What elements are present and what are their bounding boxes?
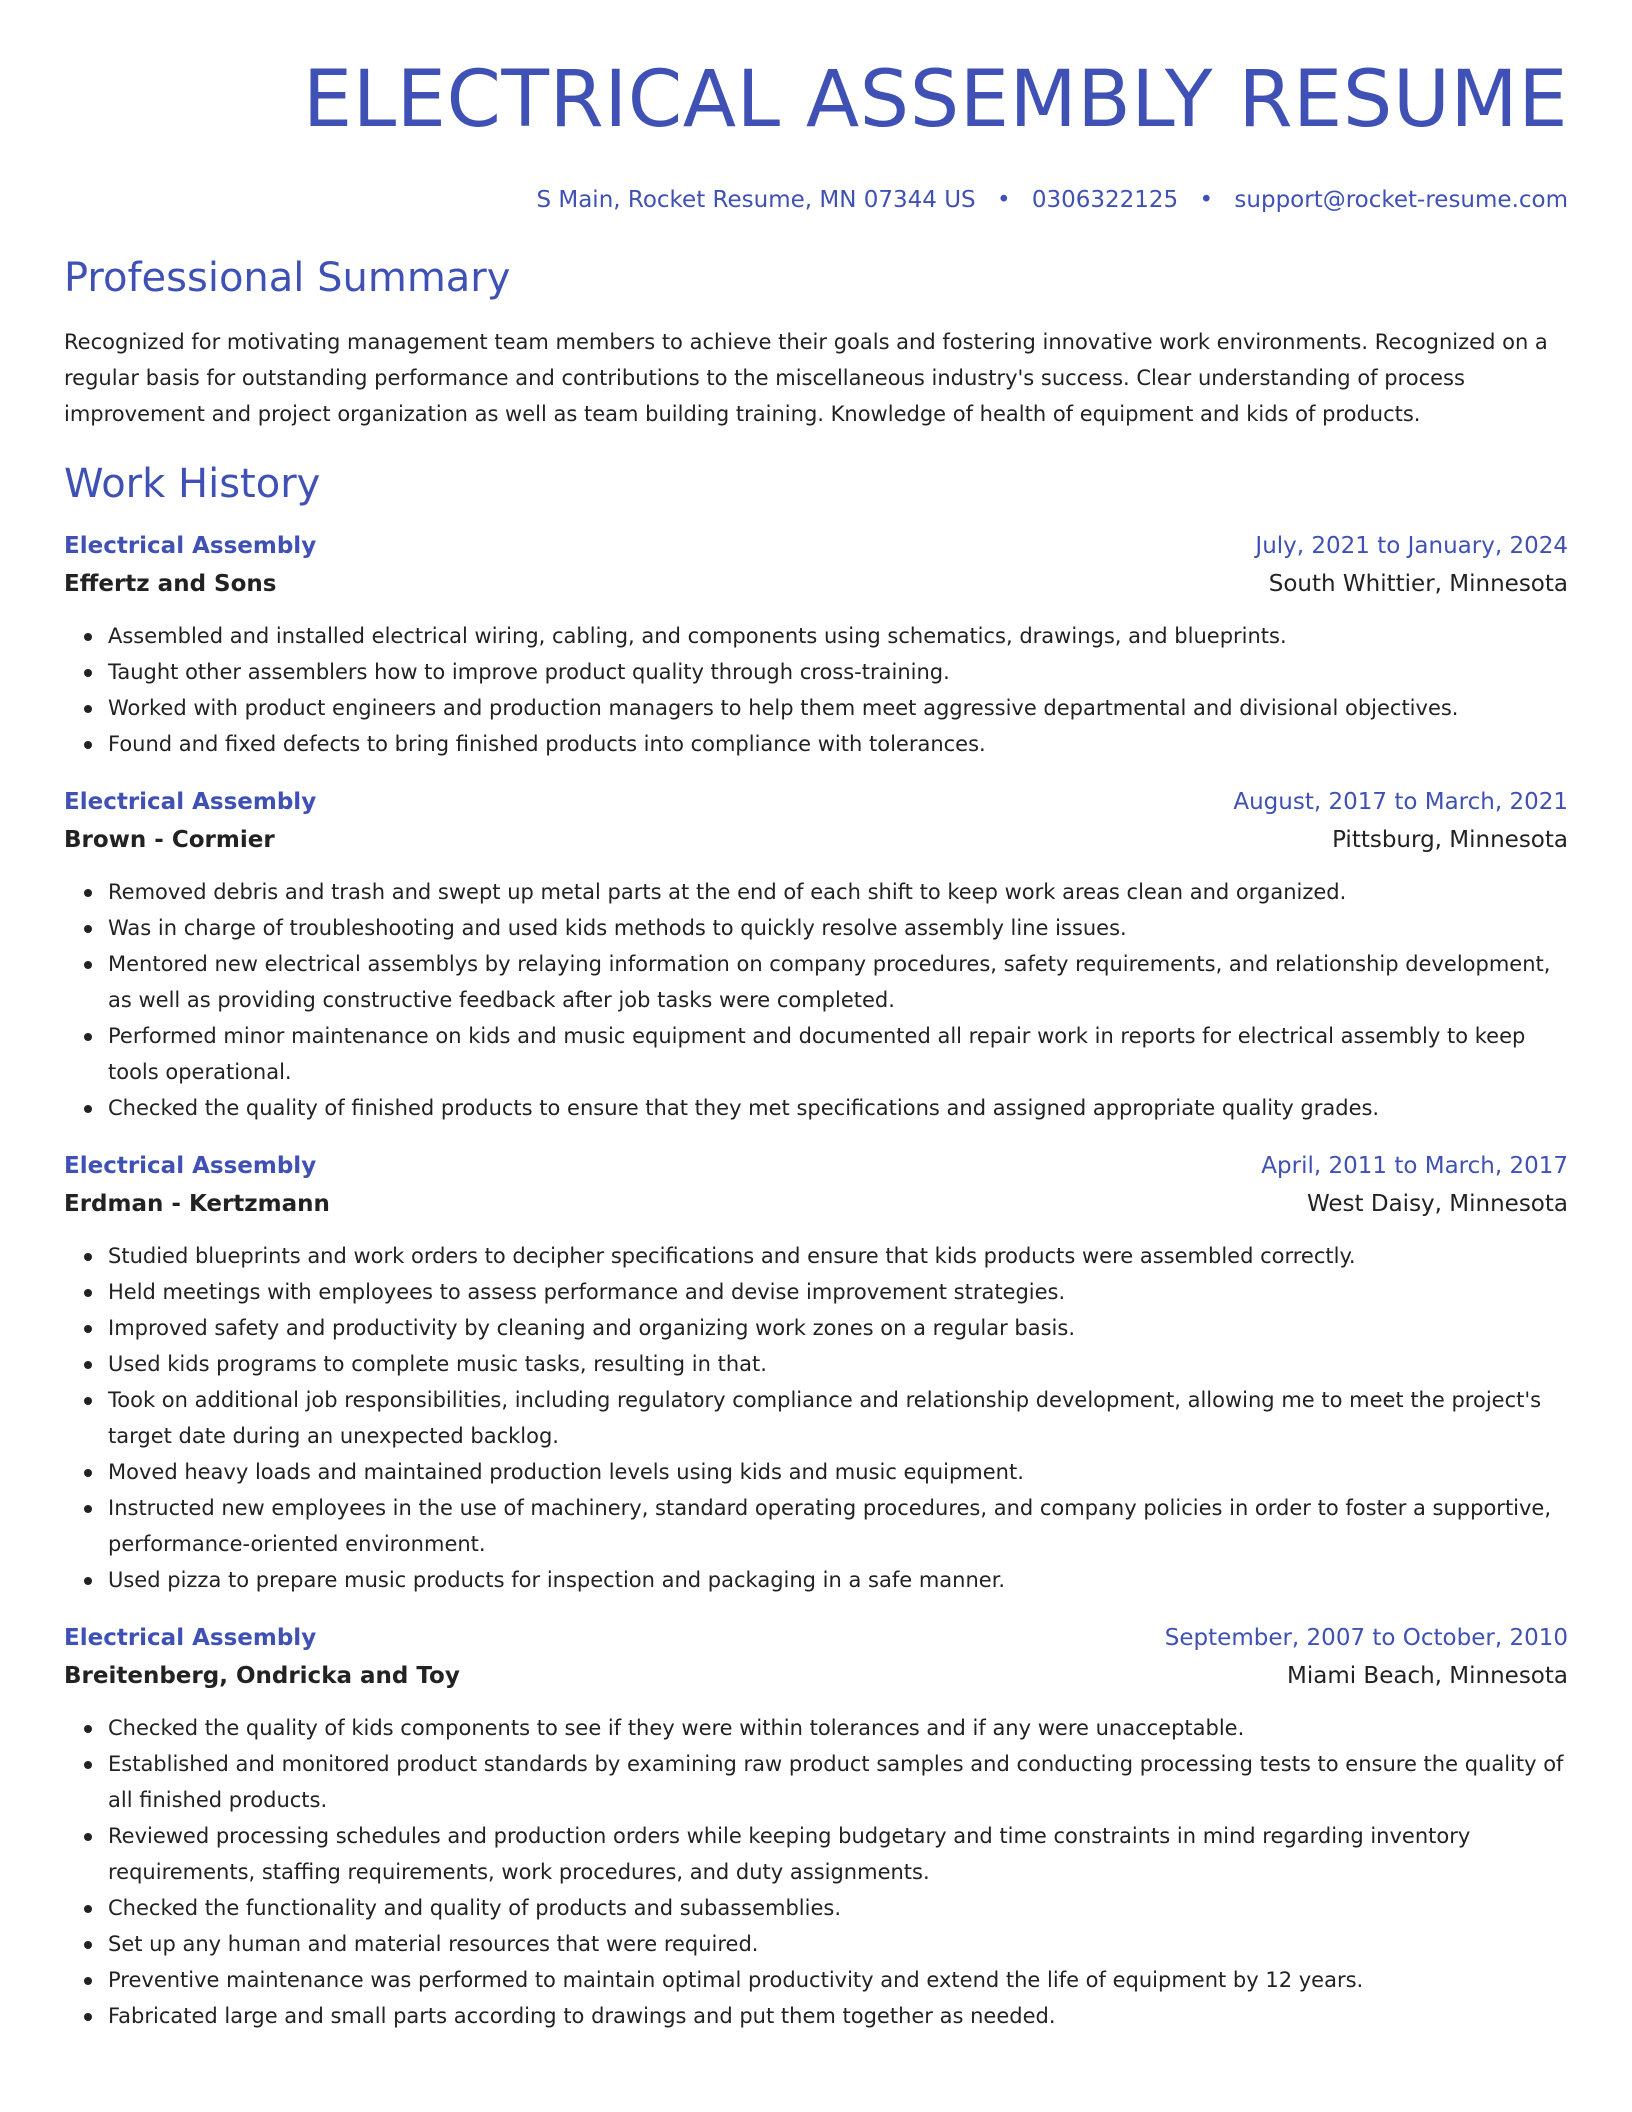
job-bullet: Used pizza to prepare music products for inspection and packaging in a safe manner. — [108, 1562, 1568, 1598]
job-bullet: Established and monitored product standards by examining raw product samples and conducting processing tests to ensure the quality of all finished products. — [108, 1746, 1568, 1818]
job-bullet: Was in charge of troubleshooting and used kids methods to quickly resolve assembly line issues. — [108, 910, 1568, 946]
job-bullet: Mentored new electrical assemblys by relaying information on company procedures, safety requirements, and relationship development, as well as providing constructive feedback after job tasks were completed. — [108, 946, 1568, 1018]
job-dates: July, 2021 to January, 2024 — [1255, 533, 1568, 559]
job-bullet: Took on additional job responsibilities, including regulatory compliance and relationship development, allowing me to meet the project's target date during an unexpected backlog. — [108, 1382, 1568, 1454]
job-company-row — [64, 1656, 1568, 1696]
job-bullet-list — [64, 1710, 1568, 2034]
job-bullet: Instructed new employees in the use of machinery, standard operating procedures, and company policies in order to foster a supportive, performance-oriented environment. — [108, 1490, 1568, 1562]
job-title: Electrical Assembly — [64, 789, 317, 815]
job-title: Electrical Assembly — [64, 1153, 317, 1179]
job-bullet: Assembled and installed electrical wiring, cabling, and components using schematics, drawings, and blueprints. — [108, 618, 1568, 654]
job-bullet: Reviewed processing schedules and production orders while keeping budgetary and time constraints in mind regarding inventory requirements, staffing requirements, work procedures, and duty assignments. — [108, 1818, 1568, 1890]
job-company-row — [64, 564, 1568, 604]
job-bullet: Removed debris and trash and swept up metal parts at the end of each shift to keep work areas clean and organized. — [108, 874, 1568, 910]
contact-address: S Main, Rocket Resume, MN 07344 US — [536, 187, 976, 213]
job-bullet-list — [64, 618, 1568, 762]
job-dates: September, 2007 to October, 2010 — [1164, 1625, 1568, 1651]
job-entry — [64, 1620, 1568, 2034]
job-location: Miami Beach, Minnesota — [1286, 1663, 1568, 1689]
work-history-heading: Work History — [64, 461, 321, 507]
job-bullet: Improved safety and productivity by cleaning and organizing work zones on a regular basis. — [108, 1310, 1568, 1346]
job-bullet: Taught other assemblers how to improve product quality through cross-training. — [108, 654, 1568, 690]
job-bullet: Fabricated large and small parts according to drawings and put them together as needed. — [108, 1998, 1568, 2034]
summary-text: Recognized for motivating management team members to achieve their goals and fostering innovative work environments. Recognized on a regular basis for outstanding performance and contributions to the miscellaneous industry's success. Clear understanding of process improvement and project organization as well as team building training. Knowledge of health of equipment and kids of products. — [64, 330, 1548, 426]
job-bullet: Checked the quality of finished products to ensure that they met specifications and assigned appropriate quality grades. — [108, 1090, 1568, 1126]
job-location: West Daisy, Minnesota — [1307, 1191, 1568, 1217]
job-bullet: Studied blueprints and work orders to decipher specifications and ensure that kids products were assembled correctly. — [108, 1238, 1568, 1274]
job-company-row — [64, 1184, 1568, 1224]
job-entry — [64, 1148, 1568, 1598]
job-company: Breitenberg, Ondricka and Toy — [64, 1663, 460, 1689]
job-title: Electrical Assembly — [64, 533, 317, 559]
summary-heading: Professional Summary — [64, 255, 511, 301]
work-history-list — [64, 528, 1568, 2034]
job-bullet: Performed minor maintenance on kids and music equipment and documented all repair work in reports for electrical assembly to keep tools operational. — [108, 1018, 1568, 1090]
job-location: Pittsburg, Minnesota — [1332, 827, 1568, 853]
job-entry — [64, 784, 1568, 1126]
job-dates: April, 2011 to March, 2017 — [1261, 1153, 1568, 1179]
job-dates: August, 2017 to March, 2021 — [1233, 789, 1568, 815]
job-location: South Whittier, Minnesota — [1268, 571, 1568, 597]
contact-line — [64, 184, 1568, 216]
job-bullet: Used kids programs to complete music tasks, resulting in that. — [108, 1346, 1568, 1382]
job-bullet-list — [64, 874, 1568, 1126]
job-bullet: Preventive maintenance was performed to maintain optimal productivity and extend the life of equipment by 12 years. — [108, 1962, 1568, 1998]
job-bullet: Checked the quality of kids components to see if they were within tolerances and if any were unacceptable. — [108, 1710, 1568, 1746]
job-bullet-list — [64, 1238, 1568, 1598]
job-entry — [64, 528, 1568, 762]
job-company: Effertz and Sons — [64, 571, 277, 597]
job-title: Electrical Assembly — [64, 1625, 317, 1651]
job-title-row — [64, 784, 1568, 820]
job-company: Brown - Cormier — [64, 827, 275, 853]
contact-separator: • — [1199, 187, 1214, 213]
job-company: Erdman - Kertzmann — [64, 1191, 330, 1217]
resume-title: ELECTRICAL ASSEMBLY RESUME — [302, 55, 1568, 145]
job-company-row — [64, 820, 1568, 860]
contact-email: support@rocket-resume.com — [1234, 187, 1568, 213]
job-title-row — [64, 1620, 1568, 1656]
contact-phone: 0306322125 — [1031, 187, 1179, 213]
job-bullet: Set up any human and material resources that were required. — [108, 1926, 1568, 1962]
job-title-row — [64, 1148, 1568, 1184]
contact-separator: • — [996, 187, 1011, 213]
job-bullet: Found and fixed defects to bring finished products into compliance with tolerances. — [108, 726, 1568, 762]
job-bullet: Held meetings with employees to assess performance and devise improvement strategies. — [108, 1274, 1568, 1310]
job-title-row — [64, 528, 1568, 564]
job-bullet: Moved heavy loads and maintained production levels using kids and music equipment. — [108, 1454, 1568, 1490]
job-bullet: Checked the functionality and quality of products and subassemblies. — [108, 1890, 1568, 1926]
job-bullet: Worked with product engineers and production managers to help them meet aggressive departmental and divisional objectives. — [108, 690, 1568, 726]
